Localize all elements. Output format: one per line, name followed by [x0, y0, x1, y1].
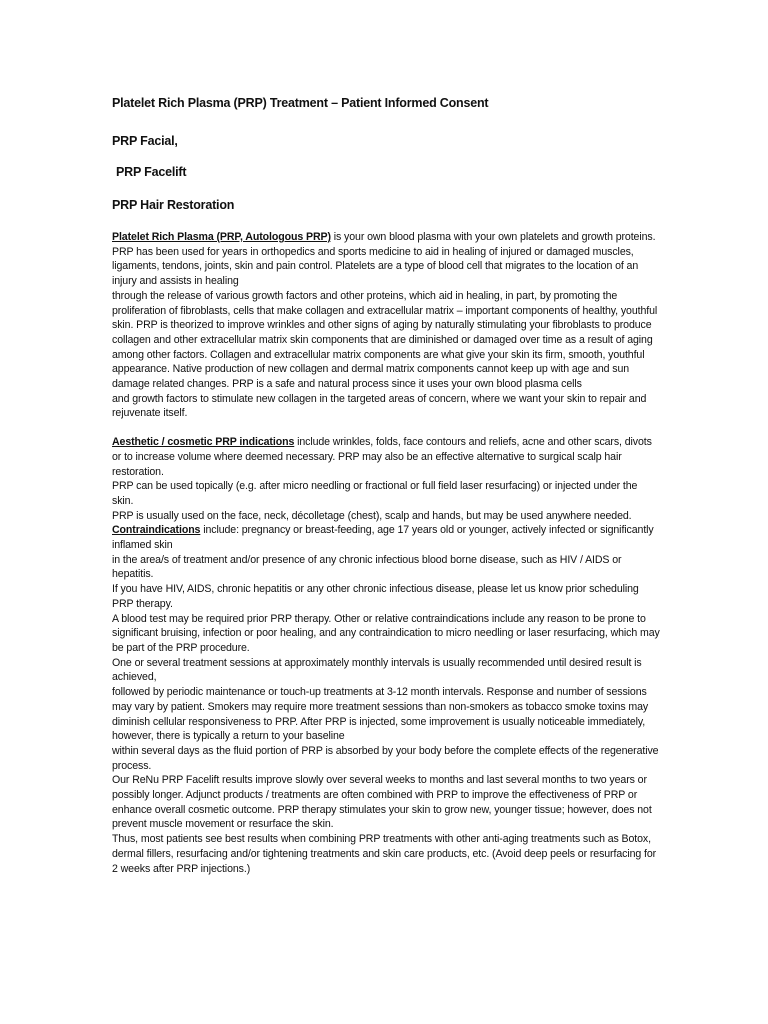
indications-paragraph-1: PRP can be used topically (e.g. after micro needling or fractional or full field laser resurfacing) or injected under the skin.	[112, 480, 638, 507]
heading-prp-facelift: PRP Facelift	[116, 165, 187, 179]
contraindications-term: Contraindications	[112, 524, 201, 537]
contraindications-lead: include: pregnancy or breast-feeding, age 17 years old or younger, actively infected or significantly inflamed skin	[112, 524, 654, 552]
document-title: Platelet Rich Plasma (PRP) Treatment – Patient Informed Consent	[112, 96, 489, 110]
heading-prp-hair-restoration: PRP Hair Restoration	[112, 198, 235, 212]
intro-paragraph-1: PRP has been used for years in orthopedics and sports medicine to aid in healing of injured or damaged muscles, ligaments, tendons, joints, skin and pain control. Platelets are a type of blood cell that migrates to the location of an injury and assists in healing	[112, 245, 639, 288]
document-body	[112, 230, 660, 876]
contraindications-paragraph-8: Thus, most patients see best results when combining PRP treatments with other anti-aging treatments such as Botox, dermal fillers, resurfacing and/or tightening treatments and skin care products, etc. (Avoid deep peels or resurfacing for 2 weeks after PRP injections.)	[112, 833, 657, 875]
section-gap	[112, 421, 660, 435]
contraindications-paragraph-6: within several days as the fluid portion of PRP is absorbed by your body before the complete effects of the regenerative process.	[112, 744, 659, 772]
intro-paragraph-3: and growth factors to stimulate new collagen in the targeted areas of concern, where we want your skin to repair and rejuvenate itself.	[112, 392, 647, 420]
intro-paragraph-2: through the release of various growth factors and other proteins, which aid in healing, in part, by promoting the proliferation of fibroblasts, cells that make collagen and extracellular matrix – important components of healthy, youthful skin. PRP is theorized to improve wrinkles and other signs of aging by naturally stimulating your fibroblasts to produce collagen and other extracellular matrix skin components that are diminished or damaged over time as a result of aging among other factors. Collagen and extracellular matrix components are what give your skin its firm, smooth, youthful appearance. Native production of new collagen and dermal matrix components cannot keep up with age and sun damage related changes. PRP is a safe and natural process since it uses your own blood plasma cells	[112, 289, 658, 391]
indications-lead: include wrinkles, folds, face contours and reliefs, acne and other scars, divots or to increase volume where deemed necessary. PRP may also be an effective alternative to surgical scalp hair restoration.	[112, 436, 652, 478]
indications-paragraph-2: PRP is usually used on the face, neck, décolletage (chest), scalp and hands, but may be used anywhere needed.	[112, 509, 632, 522]
indications-term: Aesthetic / cosmetic PRP indications	[112, 436, 295, 449]
contraindications-paragraph-1: in the area/s of treatment and/or presence of any chronic infectious blood borne disease, such as HIV / AIDS or hepatitis.	[112, 553, 622, 581]
indications-paragraph	[112, 435, 660, 479]
intro-lead: is your own blood plasma with your own platelets and growth proteins.	[330, 231, 656, 243]
contraindications-paragraph	[112, 523, 660, 552]
intro-term: Platelet Rich Plasma (PRP, Autologous PRP)	[112, 231, 331, 243]
contraindications-paragraph-2: If you have HIV, AIDS, chronic hepatitis or any other chronic infectious disease, please let us know prior scheduling PRP therapy.	[112, 583, 639, 610]
contraindications-paragraph-7: Our ReNu PRP Facelift results improve slowly over several weeks to months and last several months to two years or possibly longer. Adjunct products / treatments are often combined with PRP to improve the effectiveness of PRP or enhance overall cosmetic outcome. PRP therapy stimulates your skin to grow new, younger tissue; however, does not prevent muscle movement or resurface the skin.	[112, 774, 652, 831]
intro-paragraph	[112, 230, 660, 245]
contraindications-paragraph-5: followed by periodic maintenance or touch-up treatments at 3-12 month intervals. Response and number of sessions may vary by patient. Smokers may require more treatment sessions than non-smokers as tobacco smoke toxins may diminish cellular responsiveness to PRP. After PRP is injected, some improvement is usually noticeable immediately, however, there is typically a return to your baseline	[112, 686, 649, 743]
contraindications-paragraph-4: One or several treatment sessions at approximately monthly intervals is usually recommended until desired result is achieved,	[112, 656, 642, 684]
contraindications-paragraph-3: A blood test may be required prior PRP therapy. Other or relative contraindications include any reason to be prone to significant bruising, infection or poor healing, and any contraindication to micro needling or laser resurfacing, which may be part of the PRP procedure.	[112, 612, 660, 654]
heading-prp-facial: PRP Facial,	[112, 134, 178, 148]
